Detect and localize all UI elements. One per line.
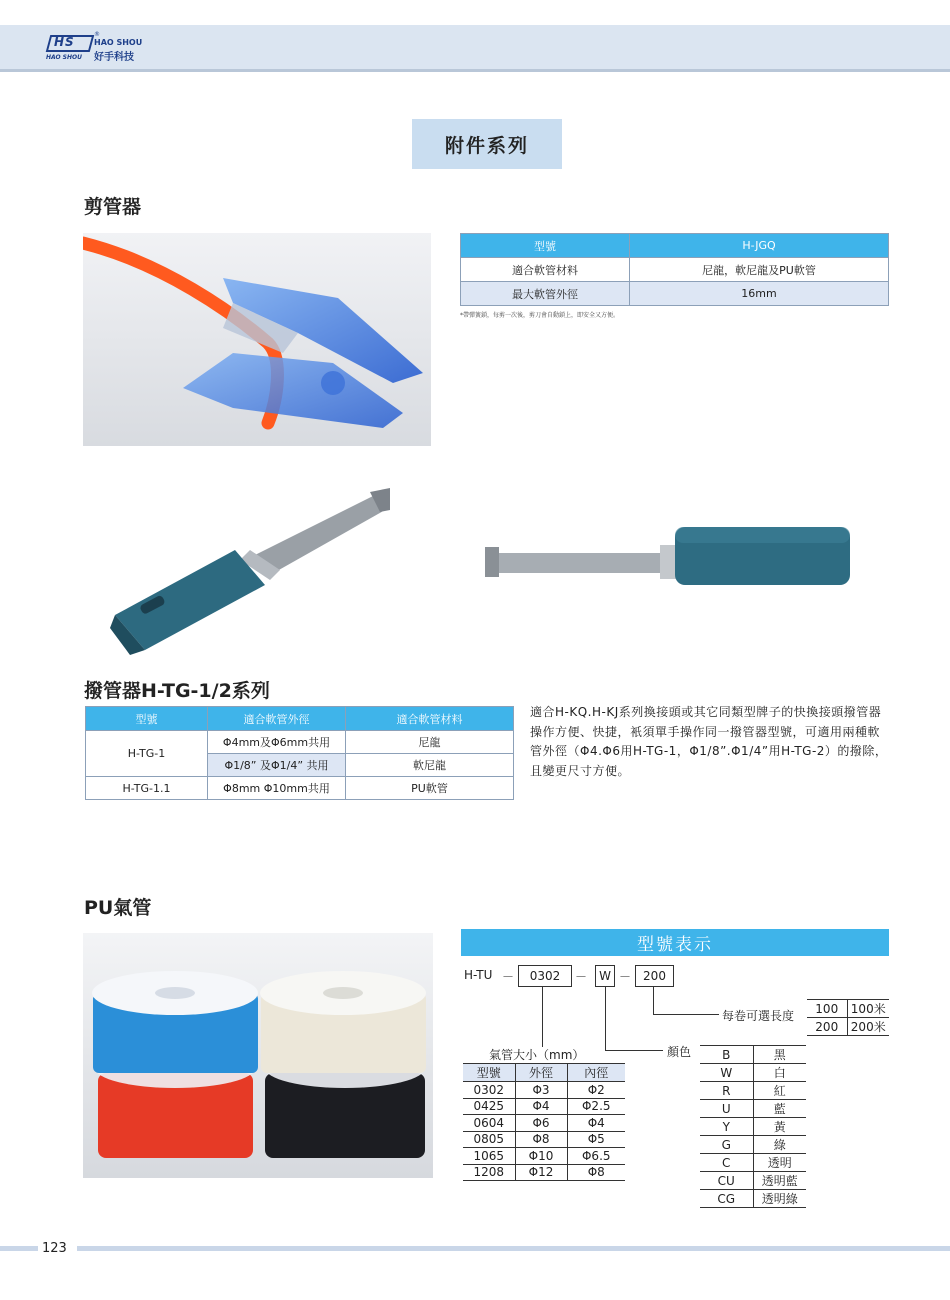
- length-code: 100: [807, 1000, 847, 1018]
- puller-diameter-cell: Φ4mm及Φ6mm共用: [208, 731, 346, 754]
- puller-header-model: 型號: [86, 707, 208, 731]
- cutter-illustration: [83, 233, 431, 446]
- puller-model-cell: H-TG-1: [86, 731, 208, 777]
- size-model: 1065: [463, 1148, 515, 1165]
- cutter-max-diameter-label: 最大軟管外徑: [461, 282, 630, 306]
- size-table: [463, 1063, 625, 1181]
- size-outer: Φ12: [515, 1164, 567, 1181]
- puller-photo-angled: [85, 480, 420, 660]
- length-value: 200米: [847, 1018, 889, 1036]
- size-outer: Φ10: [515, 1148, 567, 1165]
- table-row: [463, 1131, 625, 1148]
- table-row: [700, 1154, 806, 1172]
- puller-illustration-side: [470, 515, 885, 605]
- size-model: 1208: [463, 1164, 515, 1181]
- table-row: [463, 1115, 625, 1132]
- color-code: R: [700, 1082, 753, 1100]
- table-row: [463, 1164, 625, 1181]
- table-row: [700, 1082, 806, 1100]
- connector-line: [605, 987, 606, 1051]
- color-name: 白: [753, 1064, 806, 1082]
- table-row: [807, 1000, 889, 1018]
- logo-chinese: 好手科技: [94, 52, 134, 63]
- table-row: [700, 1136, 806, 1154]
- connector-line: [653, 987, 654, 1015]
- page-title: 附件系列: [412, 119, 562, 169]
- puller-section-title: 撥管器H-TG-1/2系列: [84, 680, 270, 702]
- footer-divider-right: [77, 1246, 950, 1251]
- puller-model-cell: H-TG-1.1: [86, 777, 208, 800]
- size-model: 0302: [463, 1082, 515, 1099]
- table-row: [86, 731, 514, 754]
- cutter-note: *帶彈簧鎖，每剪一次後，剪刀會自動鎖上，即安全又方便。: [460, 312, 620, 319]
- color-name: 透明綠: [753, 1190, 806, 1208]
- size-inner: Φ2.5: [567, 1098, 625, 1115]
- color-code: B: [700, 1046, 753, 1064]
- size-model: 0604: [463, 1115, 515, 1132]
- cutter-table-header: [461, 234, 889, 258]
- size-inner: Φ8: [567, 1164, 625, 1181]
- size-header-model: 型號: [463, 1064, 515, 1082]
- puller-material-cell: PU軟管: [346, 777, 514, 800]
- size-outer: Φ6: [515, 1115, 567, 1132]
- model-code-title: 型號表示: [461, 929, 889, 956]
- connector-line: [542, 987, 543, 1047]
- color-name: 透明: [753, 1154, 806, 1172]
- puller-spec-table: [85, 706, 514, 800]
- size-header-inner: 內徑: [567, 1064, 625, 1082]
- color-name: 黃: [753, 1118, 806, 1136]
- table-row: [807, 1018, 889, 1036]
- puller-header-diameter: 適合軟管外徑: [208, 707, 346, 731]
- table-row: [700, 1118, 806, 1136]
- size-table-header: [463, 1064, 625, 1082]
- logo-english-small: HAO SHOU: [46, 54, 82, 61]
- size-outer: Φ8: [515, 1131, 567, 1148]
- color-code: CG: [700, 1190, 753, 1208]
- color-code: U: [700, 1100, 753, 1118]
- color-name: 紅: [753, 1082, 806, 1100]
- pu-tube-illustration: [83, 933, 433, 1178]
- size-inner: Φ2: [567, 1082, 625, 1099]
- size-inner: Φ4: [567, 1115, 625, 1132]
- puller-header-material: 適合軟管材料: [346, 707, 514, 731]
- cutter-photo: [83, 233, 431, 446]
- cutter-section-title: 剪管器: [84, 196, 142, 218]
- color-code: W: [700, 1064, 753, 1082]
- puller-description: 適合H-KQ.H-KJ系列換接頭或其它同類型牌子的快換接頭撥管器操作方便、快捷，衹須單手操作同一撥管器型號，可適用兩種軟管外徑（Φ4.Φ6用H-TG-1，Φ1/8”.Φ1/4”用H-TG-2）的撥除，且變更尺寸方便。: [530, 705, 888, 778]
- color-name: 藍: [753, 1100, 806, 1118]
- table-row: [463, 1098, 625, 1115]
- size-header-outer: 外徑: [515, 1064, 567, 1082]
- code-dash-3: －: [619, 970, 632, 984]
- table-row: [700, 1172, 806, 1190]
- color-label: 顏色: [667, 1045, 692, 1059]
- table-row: [461, 282, 889, 306]
- color-name: 綠: [753, 1136, 806, 1154]
- table-row: [700, 1046, 806, 1064]
- code-length-box: 200: [635, 965, 674, 987]
- cutter-header-value: H-JGQ: [630, 234, 889, 258]
- color-code: Y: [700, 1118, 753, 1136]
- color-code: C: [700, 1154, 753, 1172]
- cutter-spec-table: [460, 233, 889, 306]
- size-model: 0805: [463, 1131, 515, 1148]
- color-name: 透明藍: [753, 1172, 806, 1190]
- puller-diameter-cell: Φ1/8” 及Φ1/4” 共用: [208, 754, 346, 777]
- size-outer: Φ4: [515, 1098, 567, 1115]
- table-row: [463, 1148, 625, 1165]
- logo-mark: HS: [54, 35, 75, 49]
- cutter-material-value: 尼龍，軟尼龍及PU軟管: [630, 258, 889, 282]
- puller-diameter-cell: Φ8mm Φ10mm共用: [208, 777, 346, 800]
- table-row: [461, 258, 889, 282]
- puller-photo-side: [470, 515, 885, 605]
- color-code: CU: [700, 1172, 753, 1190]
- puller-material-cell: 尼龍: [346, 731, 514, 754]
- size-label: 氣管大小（mm）: [489, 1048, 585, 1062]
- table-row: [700, 1064, 806, 1082]
- size-inner: Φ5: [567, 1131, 625, 1148]
- table-row: [86, 777, 514, 800]
- puller-illustration-angled: [85, 480, 420, 660]
- registered-mark: ®: [94, 31, 100, 38]
- header-divider: [0, 69, 950, 72]
- table-row: [700, 1100, 806, 1118]
- color-name: 黑: [753, 1046, 806, 1064]
- cutter-max-diameter-value: 16mm: [630, 282, 889, 306]
- size-model: 0425: [463, 1098, 515, 1115]
- pu-section-title: PU氣管: [84, 897, 152, 919]
- code-dash-1: －: [502, 970, 515, 984]
- logo-english: HAO SHOU: [94, 38, 143, 47]
- pu-tube-photo: [83, 933, 433, 1178]
- table-row: [463, 1082, 625, 1099]
- table-row: [700, 1190, 806, 1208]
- company-logo: [44, 33, 144, 61]
- length-value: 100米: [847, 1000, 889, 1018]
- code-size-box: 0302: [518, 965, 572, 987]
- length-label: 每卷可選長度: [722, 1009, 795, 1023]
- page-number: 123: [42, 1241, 67, 1256]
- cutter-header-model: 型號: [461, 234, 630, 258]
- puller-material-cell: 軟尼龍: [346, 754, 514, 777]
- size-inner: Φ6.5: [567, 1148, 625, 1165]
- connector-line: [605, 1050, 663, 1051]
- color-table: [700, 1045, 806, 1208]
- length-table: [807, 999, 889, 1036]
- length-code: 200: [807, 1018, 847, 1036]
- connector-line: [653, 1014, 719, 1015]
- code-prefix: H-TU: [464, 968, 493, 982]
- size-outer: Φ3: [515, 1082, 567, 1099]
- code-color-box: W: [595, 965, 615, 987]
- color-code: G: [700, 1136, 753, 1154]
- footer-divider-left: [0, 1246, 38, 1251]
- puller-table-header: [86, 707, 514, 731]
- code-dash-2: －: [575, 970, 588, 984]
- cutter-material-label: 適合軟管材料: [461, 258, 630, 282]
